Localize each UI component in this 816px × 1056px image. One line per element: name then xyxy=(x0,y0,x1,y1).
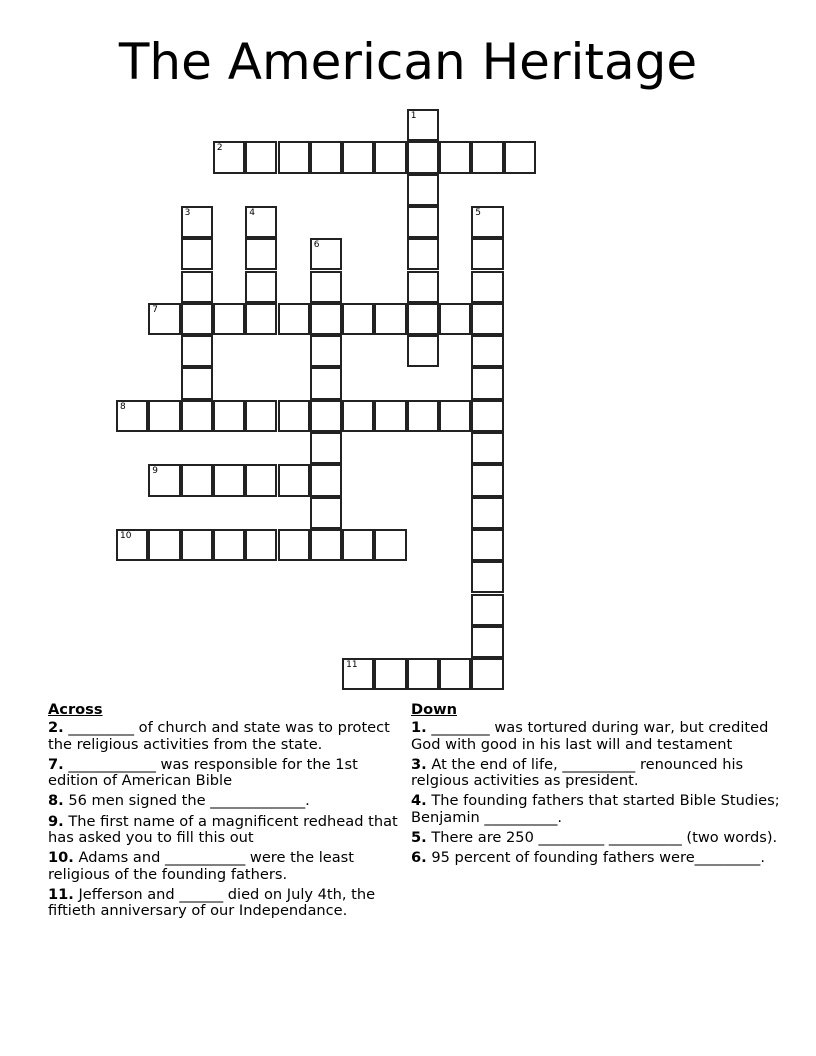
down-clues xyxy=(411,702,781,871)
clue-text: Jefferson and ______ died on July 4th, the fiftieth anniversary of our Independance. xyxy=(48,885,376,920)
grid-cell[interactable] xyxy=(407,658,439,690)
grid-cell[interactable] xyxy=(310,497,342,529)
grid-cell[interactable] xyxy=(148,400,180,432)
clue-text: At the end of life, __________ renounced his relgious activities as president. xyxy=(411,755,744,790)
grid-cell[interactable] xyxy=(471,464,503,496)
grid-cell[interactable] xyxy=(439,141,471,173)
down-heading: Down xyxy=(411,701,458,718)
grid-cell[interactable] xyxy=(471,432,503,464)
grid-cell[interactable] xyxy=(148,529,180,561)
clue-number: 10. xyxy=(48,849,74,867)
cell-number: 2 xyxy=(216,143,223,154)
grid-cell[interactable] xyxy=(181,271,213,303)
grid-cell[interactable] xyxy=(213,400,245,432)
grid-cell[interactable] xyxy=(278,303,310,335)
grid-cell[interactable] xyxy=(310,529,342,561)
clue-down-6 xyxy=(411,850,781,866)
grid-cell[interactable] xyxy=(342,303,374,335)
grid-cell[interactable] xyxy=(374,400,406,432)
grid-cell[interactable] xyxy=(471,561,503,593)
grid-cell[interactable] xyxy=(471,335,503,367)
grid-cell[interactable] xyxy=(471,529,503,561)
cell-number: 5 xyxy=(475,207,482,218)
grid-cell[interactable] xyxy=(245,529,277,561)
clue-text: 95 percent of founding fathers were_________. xyxy=(426,849,765,867)
grid-cell[interactable] xyxy=(471,626,503,658)
cell-number: 6 xyxy=(313,240,320,251)
clue-down-1 xyxy=(411,720,781,753)
cell-number: 8 xyxy=(120,401,126,412)
clue-across-8 xyxy=(48,793,408,809)
grid-cell[interactable] xyxy=(245,464,277,496)
grid-cell[interactable] xyxy=(278,141,310,173)
grid-cell[interactable] xyxy=(181,400,213,432)
grid-cell[interactable] xyxy=(181,367,213,399)
grid-cell[interactable] xyxy=(310,400,342,432)
cell-number: 10 xyxy=(120,530,132,541)
grid-cell[interactable] xyxy=(407,238,439,270)
grid-cell[interactable] xyxy=(245,400,277,432)
grid-cell[interactable] xyxy=(181,303,213,335)
clue-number: 9. xyxy=(48,812,64,830)
clue-text: 56 men signed the _____________. xyxy=(63,792,310,810)
clue-text: ________ was tortured during war, but credited God with good in his last will and testament xyxy=(411,719,769,753)
cell-number: 9 xyxy=(152,466,159,477)
grid-cell[interactable] xyxy=(310,335,342,367)
page-title: The American Heritage xyxy=(118,33,698,91)
clue-text: The founding fathers that started Bible Studies; Benjamin __________. xyxy=(411,792,780,826)
grid-cell[interactable] xyxy=(181,206,213,238)
grid-cell[interactable] xyxy=(504,141,536,173)
grid-cell[interactable] xyxy=(213,464,245,496)
grid-cell[interactable] xyxy=(471,367,503,399)
grid-cell[interactable] xyxy=(310,432,342,464)
grid-cell[interactable] xyxy=(310,238,342,270)
clue-number: 2. xyxy=(48,719,64,737)
grid-cell[interactable] xyxy=(310,303,342,335)
grid-cell[interactable] xyxy=(245,303,277,335)
grid-cell[interactable] xyxy=(407,400,439,432)
clue-number: 1. xyxy=(411,719,427,737)
clue-down-4 xyxy=(411,793,781,826)
across-heading: Across xyxy=(48,701,103,718)
clue-text: _________ of church and state was to protect the religious activities from the state. xyxy=(48,719,390,753)
grid-cell[interactable] xyxy=(116,400,148,432)
grid-cell[interactable] xyxy=(471,141,503,173)
clue-number: 4. xyxy=(411,792,427,810)
grid-cell[interactable] xyxy=(439,303,471,335)
clue-across-7 xyxy=(48,757,408,790)
grid-cell[interactable] xyxy=(213,303,245,335)
grid-cell[interactable] xyxy=(407,141,439,173)
grid-cell[interactable] xyxy=(181,335,213,367)
grid-cell[interactable] xyxy=(407,174,439,206)
grid-cell[interactable] xyxy=(374,141,406,173)
clue-across-11 xyxy=(48,887,408,920)
across-clues xyxy=(48,702,408,924)
clue-text: The first name of a magnificent redhead that has asked you to fill this out xyxy=(48,812,398,847)
grid-cell[interactable] xyxy=(342,529,374,561)
grid-cell[interactable] xyxy=(342,400,374,432)
clue-down-3 xyxy=(411,757,781,790)
cell-number: 11 xyxy=(346,660,358,671)
grid-cell[interactable] xyxy=(374,529,406,561)
grid-cell[interactable] xyxy=(439,658,471,690)
grid-cell[interactable] xyxy=(278,464,310,496)
grid-cell[interactable] xyxy=(342,658,374,690)
grid-cell[interactable] xyxy=(181,464,213,496)
clue-number: 8. xyxy=(48,792,64,810)
grid-cell[interactable] xyxy=(471,238,503,270)
grid-cell[interactable] xyxy=(245,271,277,303)
grid-cell[interactable] xyxy=(181,529,213,561)
grid-cell[interactable] xyxy=(471,497,503,529)
grid-cell[interactable] xyxy=(407,335,439,367)
grid-cell[interactable] xyxy=(471,303,503,335)
clue-number: 5. xyxy=(411,829,427,847)
grid-cell[interactable] xyxy=(148,303,180,335)
grid-cell[interactable] xyxy=(407,303,439,335)
clue-number: 3. xyxy=(411,755,427,773)
grid-cell[interactable] xyxy=(245,238,277,270)
grid-cell[interactable] xyxy=(213,141,245,173)
grid-cell[interactable] xyxy=(407,271,439,303)
grid-cell[interactable] xyxy=(374,658,406,690)
grid-cell[interactable] xyxy=(148,464,180,496)
grid-cell[interactable] xyxy=(278,529,310,561)
grid-cell[interactable] xyxy=(310,367,342,399)
clue-text: ____________ was responsible for the 1st edition of American Bible xyxy=(48,755,358,790)
grid-cell[interactable] xyxy=(374,303,406,335)
grid-cell[interactable] xyxy=(310,141,342,173)
grid-cell[interactable] xyxy=(278,400,310,432)
cell-number: 1 xyxy=(410,111,417,121)
grid-cell[interactable] xyxy=(439,400,471,432)
clue-text: Adams and ___________ were the least religious of the founding fathers. xyxy=(48,849,354,883)
grid-cell[interactable] xyxy=(407,206,439,238)
grid-cell[interactable] xyxy=(310,271,342,303)
grid-cell[interactable] xyxy=(471,594,503,626)
grid-cell[interactable] xyxy=(181,238,213,270)
grid-cell[interactable] xyxy=(245,141,277,173)
clue-number: 7. xyxy=(48,755,64,773)
grid-cell[interactable] xyxy=(116,529,148,561)
grid-cell[interactable] xyxy=(471,400,503,432)
grid-cell[interactable] xyxy=(213,529,245,561)
clue-number: 6. xyxy=(411,849,427,867)
clue-across-2 xyxy=(48,720,408,753)
cell-number: 3 xyxy=(184,207,191,218)
clue-number: 11. xyxy=(48,885,74,903)
clue-down-5 xyxy=(411,830,781,846)
grid-cell[interactable] xyxy=(471,658,503,690)
clue-text: There are 250 _________ __________ (two words). xyxy=(426,829,778,847)
grid-cell[interactable] xyxy=(342,141,374,173)
cell-number: 7 xyxy=(152,304,159,315)
grid-cell[interactable] xyxy=(245,206,277,238)
grid-cell[interactable] xyxy=(471,271,503,303)
clue-across-9 xyxy=(48,814,408,847)
grid-cell[interactable] xyxy=(471,206,503,238)
grid-cell[interactable] xyxy=(407,109,439,141)
grid-cell[interactable] xyxy=(310,464,342,496)
cell-number: 4 xyxy=(249,207,255,218)
clue-across-10 xyxy=(48,850,408,883)
